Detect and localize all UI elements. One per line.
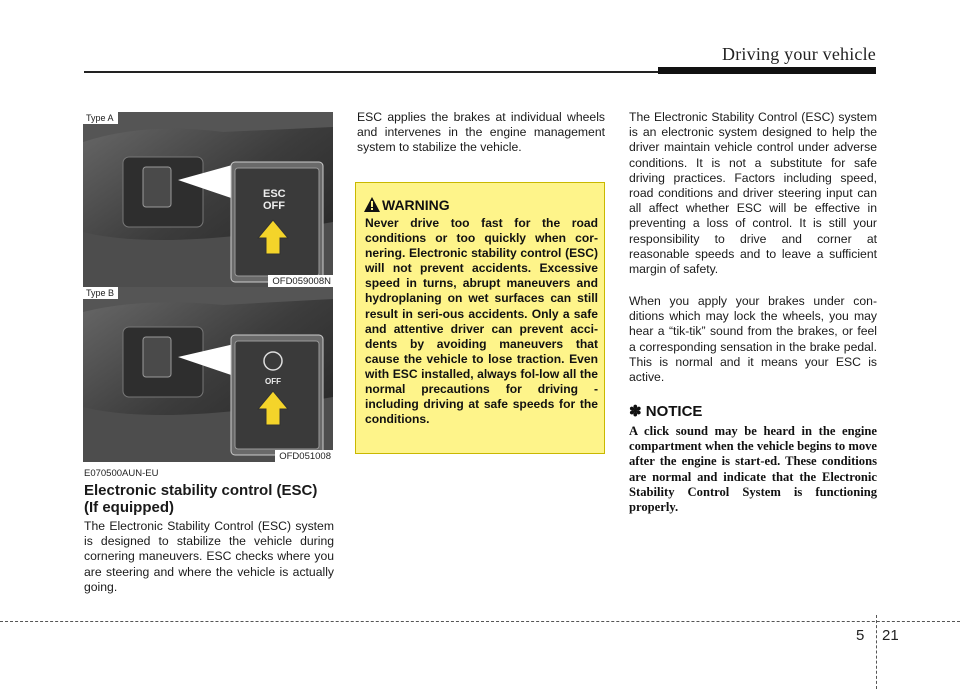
section-code: E070500AUN-EU: [84, 468, 159, 479]
brake-sound-paragraph: When you apply your brakes under con-ditions which may lock the wheels, you may hear a “tik-tik” sound from the brakes, or feel a corresponding sensation in the brake pedal. This is normal and it means your ESC is active.: [629, 294, 877, 385]
warning-box: [355, 182, 605, 454]
esc-button-label-off: OFF: [265, 377, 281, 386]
section-number: 5: [856, 627, 865, 644]
section-heading: Electronic stability control (ESC) (If equipped): [84, 482, 318, 516]
esc-button-label-1: ESC: [263, 188, 286, 200]
esc-switch-photo-b: [83, 287, 333, 462]
figure-code: OFD059008N: [268, 275, 333, 287]
esc-paragraph: ESC applies the brakes at individual wheels and intervenes in the engine management system to stabilize the vehicle.: [357, 110, 605, 155]
esc-switch-photo-a: [83, 112, 333, 287]
header-rule-accent: [658, 67, 876, 74]
figure-type-label: Type B: [83, 287, 118, 299]
esc-button-label-2: OFF: [263, 200, 285, 212]
intro-paragraph: The Electronic Stability Control (ESC) system is designed to stabilize the vehicle during cornering maneuvers. ESC checks where you are steering and where the vehicle is actually going.: [84, 519, 334, 594]
figure-type-a: [83, 112, 333, 287]
footer-rule: [0, 621, 960, 622]
header-rule: [84, 71, 658, 73]
page-number: 21: [882, 627, 899, 644]
warning-text: Never drive too fast for the road conditions or too quickly when cor-nering. Electronic stability control (ESC) will not prevent accidents. Excessive speed in turns, abrupt maneuvers and hydroplaning on wet surfaces can still result in seri-ous accidents. Only a safe and attentive driver can prevent acci-dents by avoiding maneuvers that cause the vehicle to lose traction. Even with ESC installed, always fol-low all the normal precautions for driving - including driving at safe speeds for the conditions.: [365, 216, 598, 427]
page-header-title: Driving your vehicle: [722, 44, 876, 64]
figure-type-b: [83, 287, 333, 462]
figure-type-label: Type A: [83, 112, 118, 124]
warning-title: WARNING: [382, 197, 450, 213]
esc-description-paragraph: The Electronic Stability Control (ESC) system is an electronic system designed to help the driver maintain vehicle control under adverse conditions. It is not a substitute for safe driving practices. Factors including speed, road conditions and driver steering input can all affect whether ESC will be effective in preventing a loss of control. It is still your responsibility to drive and corner at reasonable speeds and to leave a sufficient margin of safety.: [629, 110, 877, 277]
warning-triangle-icon: [364, 197, 380, 212]
footer-divider: [876, 615, 877, 689]
figure-code: OFD051008: [275, 450, 333, 462]
notice-text: A click sound may be heard in the engine compartment when the vehicle begins to move after the engine is start-ed. These conditions are normal and indicate that the Electronic Stability Control System is functioning properly.: [629, 424, 877, 515]
notice-title: ✽ NOTICE: [629, 403, 703, 420]
